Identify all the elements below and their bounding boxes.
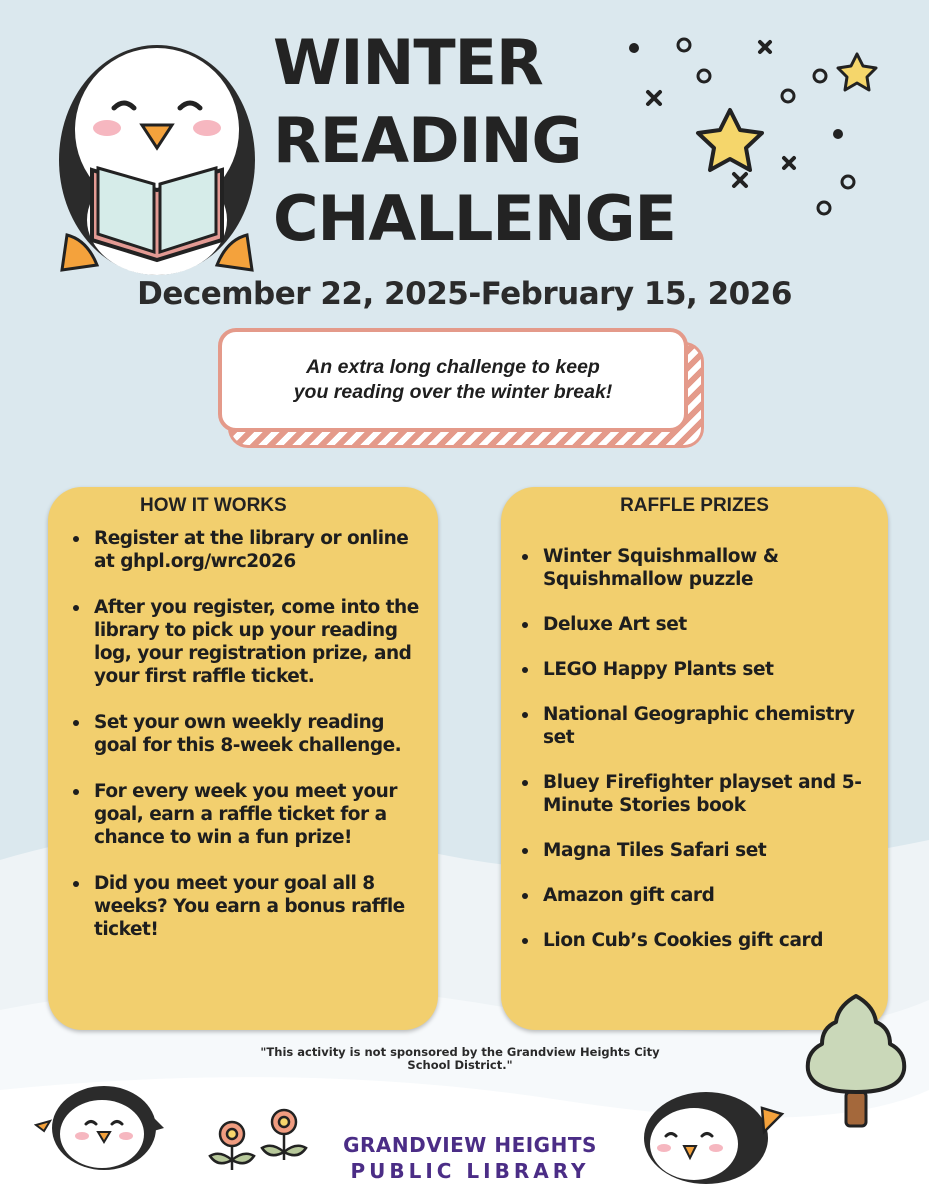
list-item: Bluey Firefighter playset and 5-Minute Stories book	[543, 771, 878, 817]
list-item: Set your own weekly reading goal for this 8-week challenge.	[94, 711, 424, 757]
list-item: For every week you meet your goal, earn a raffle ticket for a chance to win a fun prize!	[94, 780, 424, 849]
event-dates: December 22, 2025-February 15, 2026	[137, 276, 792, 312]
list-item: National Geographic chemistry set	[543, 703, 878, 749]
tagline-box	[218, 328, 712, 448]
star-icon	[838, 54, 876, 90]
title-line: READING	[273, 104, 582, 177]
raffle-prizes-card	[501, 487, 888, 1030]
list-item: Deluxe Art set	[543, 613, 878, 636]
how-it-works-list	[94, 527, 424, 964]
disclaimer-text: "This activity is not sponsored by the Grandview Heights City School District."	[260, 1045, 660, 1072]
penguin-reading-icon	[52, 20, 262, 280]
title-line: WINTER	[273, 26, 543, 99]
title-line: CHALLENGE	[273, 182, 676, 255]
list-item: Did you meet your goal all 8 weeks? You earn a bonus raffle ticket!	[94, 872, 424, 941]
penguin-sliding-icon	[636, 1078, 786, 1188]
penguin-sliding-icon	[34, 1076, 164, 1176]
list-item: After you register, come into the library to pick up your reading log, your registration prize, and your first raffle ticket.	[94, 596, 424, 688]
raffle-prizes-heading: RAFFLE PRIZES	[620, 495, 769, 516]
list-item: Magna Tiles Safari set	[543, 839, 878, 862]
library-name-line2: PUBLIC LIBRARY	[350, 1159, 590, 1183]
list-item: Winter Squishmallow & Squishmallow puzzle	[543, 545, 878, 591]
list-item: Lion Cub’s Cookies gift card	[543, 929, 878, 952]
how-it-works-card	[48, 487, 438, 1030]
list-item: Amazon gift card	[543, 884, 878, 907]
how-it-works-heading: HOW IT WORKS	[140, 495, 287, 516]
list-item: LEGO Happy Plants set	[543, 658, 878, 681]
list-item: Register at the library or online at ghpl.org/wrc2026	[94, 527, 424, 573]
library-name-line1: GRANDVIEW HEIGHTS	[343, 1133, 597, 1157]
tagline-card	[218, 328, 688, 432]
raffle-prizes-list	[543, 545, 878, 974]
page-title	[273, 24, 753, 258]
library-logo	[300, 1132, 640, 1184]
pine-tree-icon	[800, 992, 912, 1130]
tagline-text: An extra long challenge to keep you reading over the winter break!	[293, 356, 613, 403]
